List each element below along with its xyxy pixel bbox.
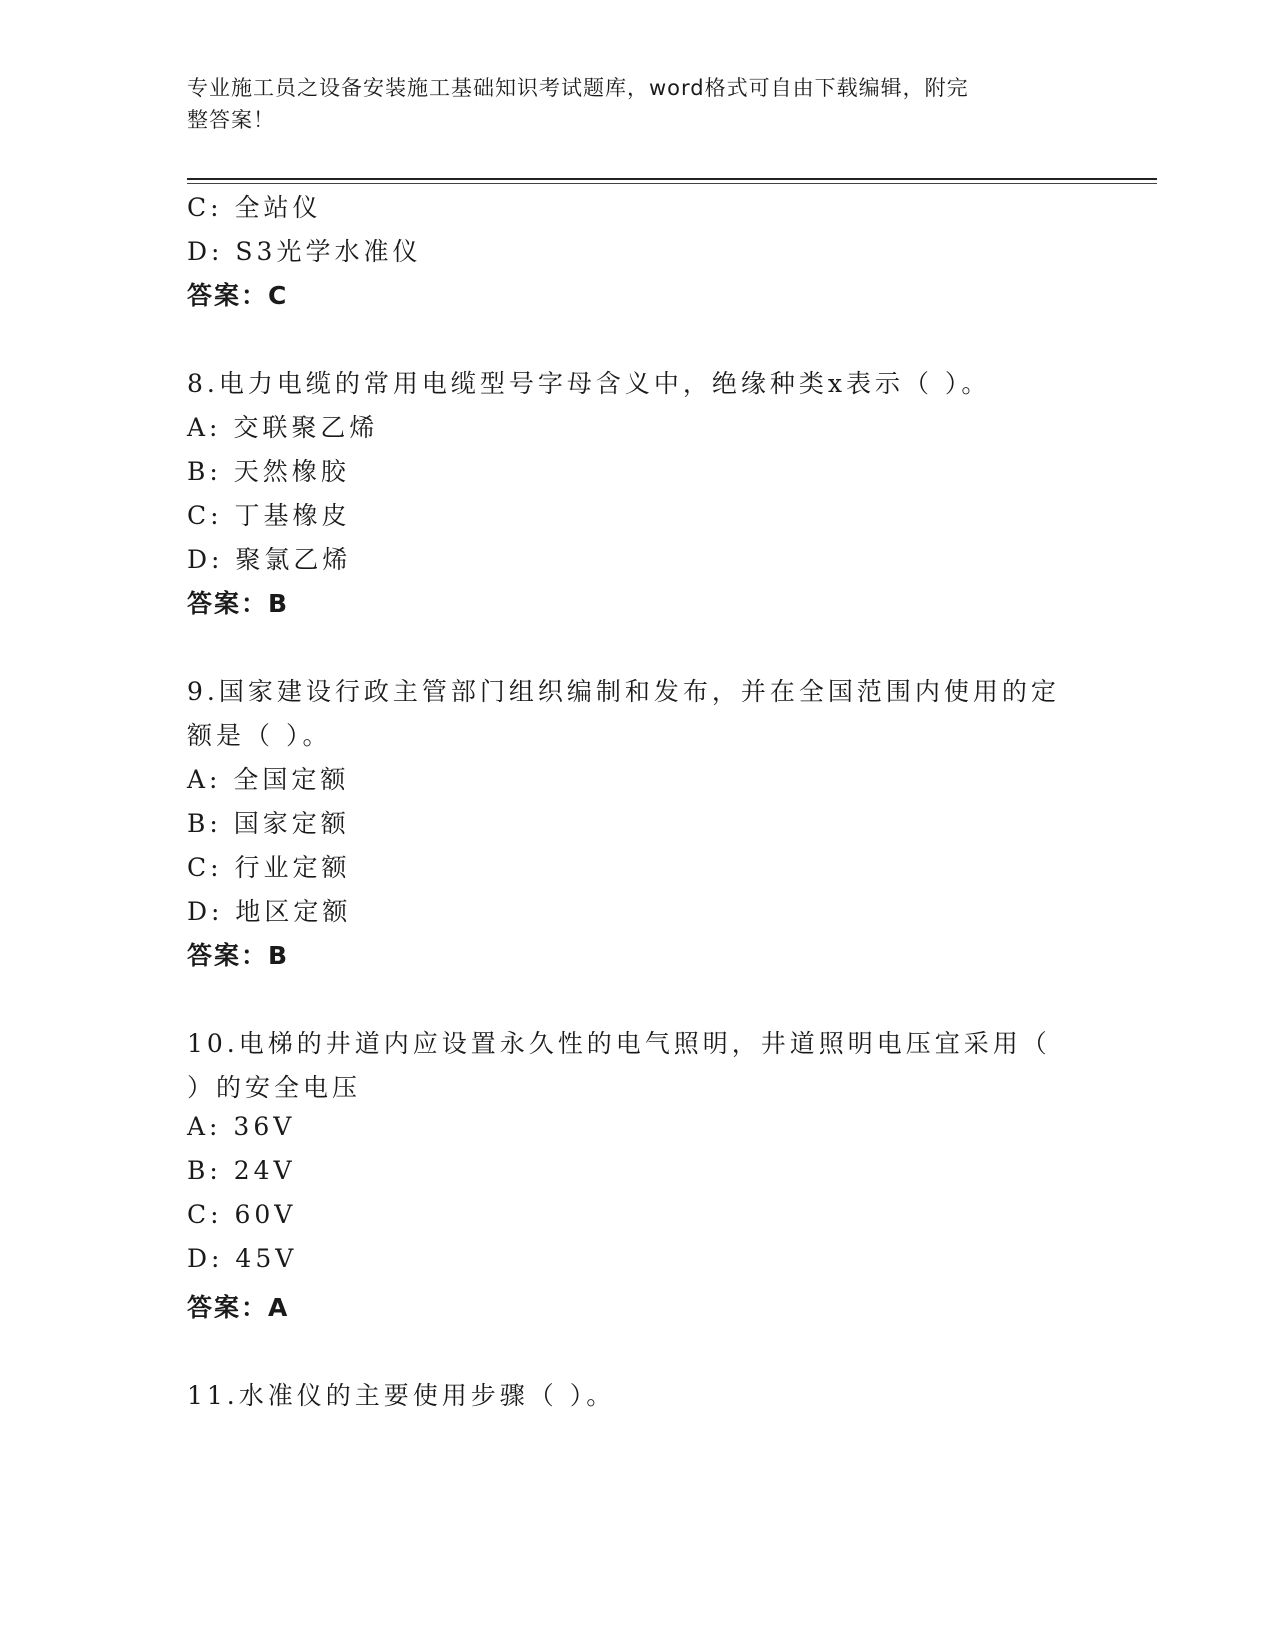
q10-option-b: B: 24V — [187, 1156, 296, 1185]
q10-option-a: A: 36V — [187, 1112, 296, 1141]
q8-option-a: A: 交联聚乙烯 — [187, 413, 379, 442]
q8-option-b: B: 天然橡胶 — [187, 457, 350, 486]
q8-option-c: C: 丁基橡皮 — [187, 501, 351, 530]
q9-question-line2: 额是（ ）。 — [187, 721, 332, 750]
q10-option-d: D: 45V — [187, 1244, 298, 1273]
q9-answer: 答案：B — [187, 941, 290, 970]
q7-answer: 答案：C — [187, 281, 289, 310]
q8-answer: 答案：B — [187, 589, 290, 618]
q10-option-c: C: 60V — [187, 1200, 297, 1229]
header-title-line1: 专业施工员之设备安装施工基础知识考试题库，word格式可自由下载编辑，附完 — [187, 76, 969, 100]
q10-question-line1: 10.电梯的井道内应设置永久性的电气照明，井道照明电压宜采用（ — [187, 1029, 1051, 1058]
q9-question-line1: 9.国家建设行政主管部门组织编制和发布，并在全国范围内使用的定 — [187, 677, 1060, 706]
header-divider-thick — [187, 178, 1157, 180]
q7-option-d: D: S3光学水准仪 — [187, 237, 422, 266]
q10-answer: 答案：A — [187, 1293, 290, 1322]
q8-option-d: D: 聚氯乙烯 — [187, 545, 352, 574]
document-header — [187, 72, 1087, 136]
q9-option-d: D: 地区定额 — [187, 897, 352, 926]
q10-question-line2: ）的安全电压 — [187, 1073, 362, 1102]
q9-option-b: B: 国家定额 — [187, 809, 350, 838]
q7-option-c: C: 全站仪 — [187, 193, 322, 222]
q9-option-c: C: 行业定额 — [187, 853, 351, 882]
q9-option-a: A: 全国定额 — [187, 765, 350, 794]
q11-question: 11.水准仪的主要使用步骤（ ）。 — [187, 1381, 616, 1410]
header-divider-thin — [187, 183, 1157, 184]
header-title-line2: 整答案！ — [187, 108, 275, 132]
q8-question: 8.电力电缆的常用电缆型号字母含义中，绝缘种类x表示（ ）。 — [187, 369, 991, 398]
